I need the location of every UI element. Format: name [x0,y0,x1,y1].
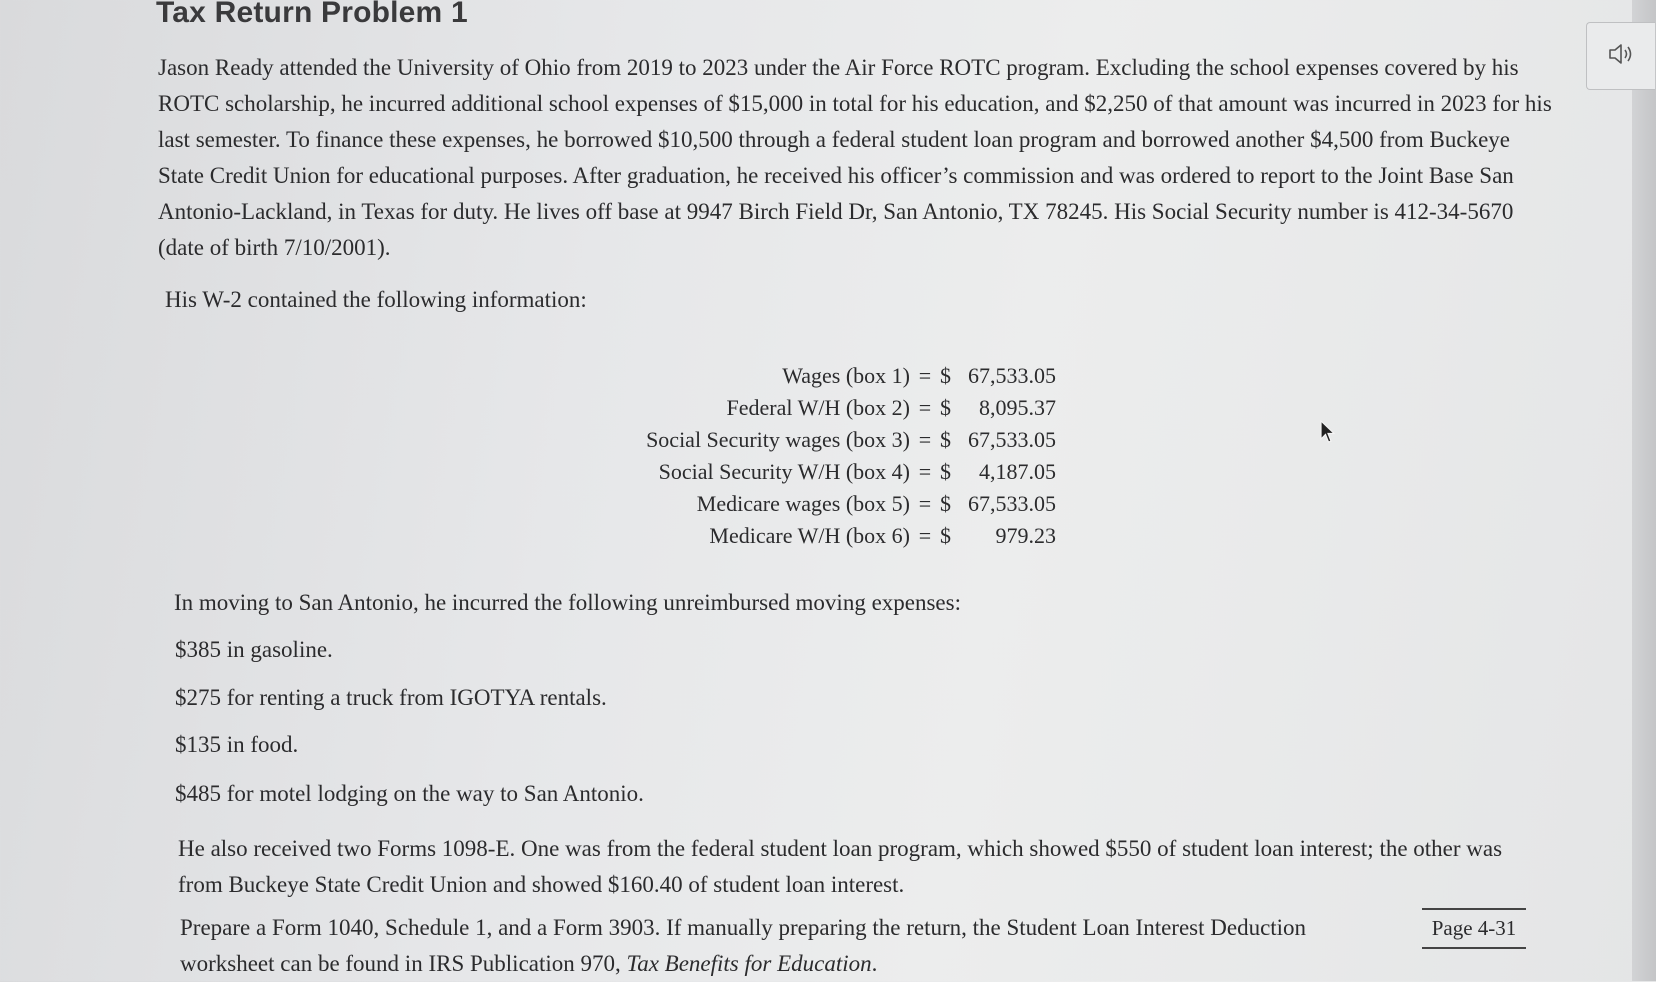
w2-amount: 67,533.05 [968,427,1056,452]
w2-row [560,392,1056,424]
w2-label: Social Security wages (box 3) [646,427,910,452]
w2-equals: = [918,395,932,420]
intro-paragraph: Jason Ready attended the University of Ohio from 2019 to 2023 under the Air Force ROTC program. Excluding the school expenses covered by his ROTC scholarship, he incurred additional school expenses of $15,000 in total for his education, and $2,250 of that amount was incurred in 2023 for his last semester. To finance these expenses, he borrowed $10,500 through a federal student loan program and borrowed another $4,500 from Buckeye State Credit Union for educational purposes. After graduation, he received his officer’s commission and was ordered to report to the Joint Base San Antonio-Lackland, in Texas for duty. He lives off base at 9947 Birch Field Dr, San Antonio, TX 78245. His Social Security number is 412-34-5670 (date of birth 7/10/2001). [158,55,1552,260]
w2-amount: 67,533.05 [968,491,1056,516]
w2-currency: $ [940,459,951,484]
w2-label: Wages (box 1) [782,363,910,388]
moving-expenses-intro: In moving to San Antonio, he incurred the following unreimbursed moving expenses: [174,590,961,615]
w2-row [560,456,1056,488]
w2-equals: = [918,523,932,548]
w2-intro: His W-2 contained the following information: [165,287,587,312]
moving-expense-item: $135 in food. [175,732,299,757]
prepare-ending: . [871,951,878,976]
w2-currency: $ [940,491,951,516]
prepare-instructions [180,910,1380,982]
w2-currency: $ [940,395,951,420]
screen-edge [1632,0,1656,981]
w2-equals: = [918,363,932,388]
w2-row [560,424,1056,456]
forms-1098-paragraph: He also received two Forms 1098-E. One was from the federal student loan program, which showed $550 of student loan interest; the other was from Buckeye State Credit Union and showed $160.40 of student loan interest. [178,836,1503,897]
w2-label: Medicare wages (box 5) [696,491,910,516]
w2-label: Federal W/H (box 2) [726,395,910,420]
w2-label: Social Security W/H (box 4) [658,459,910,484]
w2-amount: 8,095.37 [979,395,1056,420]
w2-row [560,360,1056,392]
w2-equals: = [918,491,932,516]
moving-expense-item: $485 for motel lodging on the way to San Antonio. [175,781,644,806]
w2-equals: = [918,459,932,484]
publication-title: Tax Benefits for Education [626,951,872,976]
w2-currency: $ [940,427,951,452]
w2-currency: $ [940,523,951,548]
w2-amount: 4,187.05 [979,459,1056,484]
w2-equals: = [918,427,932,452]
w2-amount: 979.23 [995,523,1056,548]
page-reference: Page 4-31 [1422,908,1526,949]
moving-expense-item: $385 in gasoline. [175,637,333,662]
w2-currency: $ [940,363,951,388]
speaker-icon [1607,42,1635,71]
moving-expense-item: $275 for renting a truck from IGOTYA rentals. [175,685,607,710]
mouse-cursor-icon [1320,420,1336,451]
prepare-text: Prepare a Form 1040, Schedule 1, and a Form 3903. If manually preparing the return, the Student Loan Interest Deduction worksheet can be found in IRS Publication 970, [180,915,1307,976]
w2-row [560,520,1056,552]
w2-row [560,488,1056,520]
w2-table [560,360,1056,552]
w2-amount: 67,533.05 [968,363,1056,388]
audio-button[interactable] [1586,22,1655,90]
page-title: Tax Return Problem 1 [156,0,468,29]
w2-label: Medicare W/H (box 6) [709,523,910,548]
